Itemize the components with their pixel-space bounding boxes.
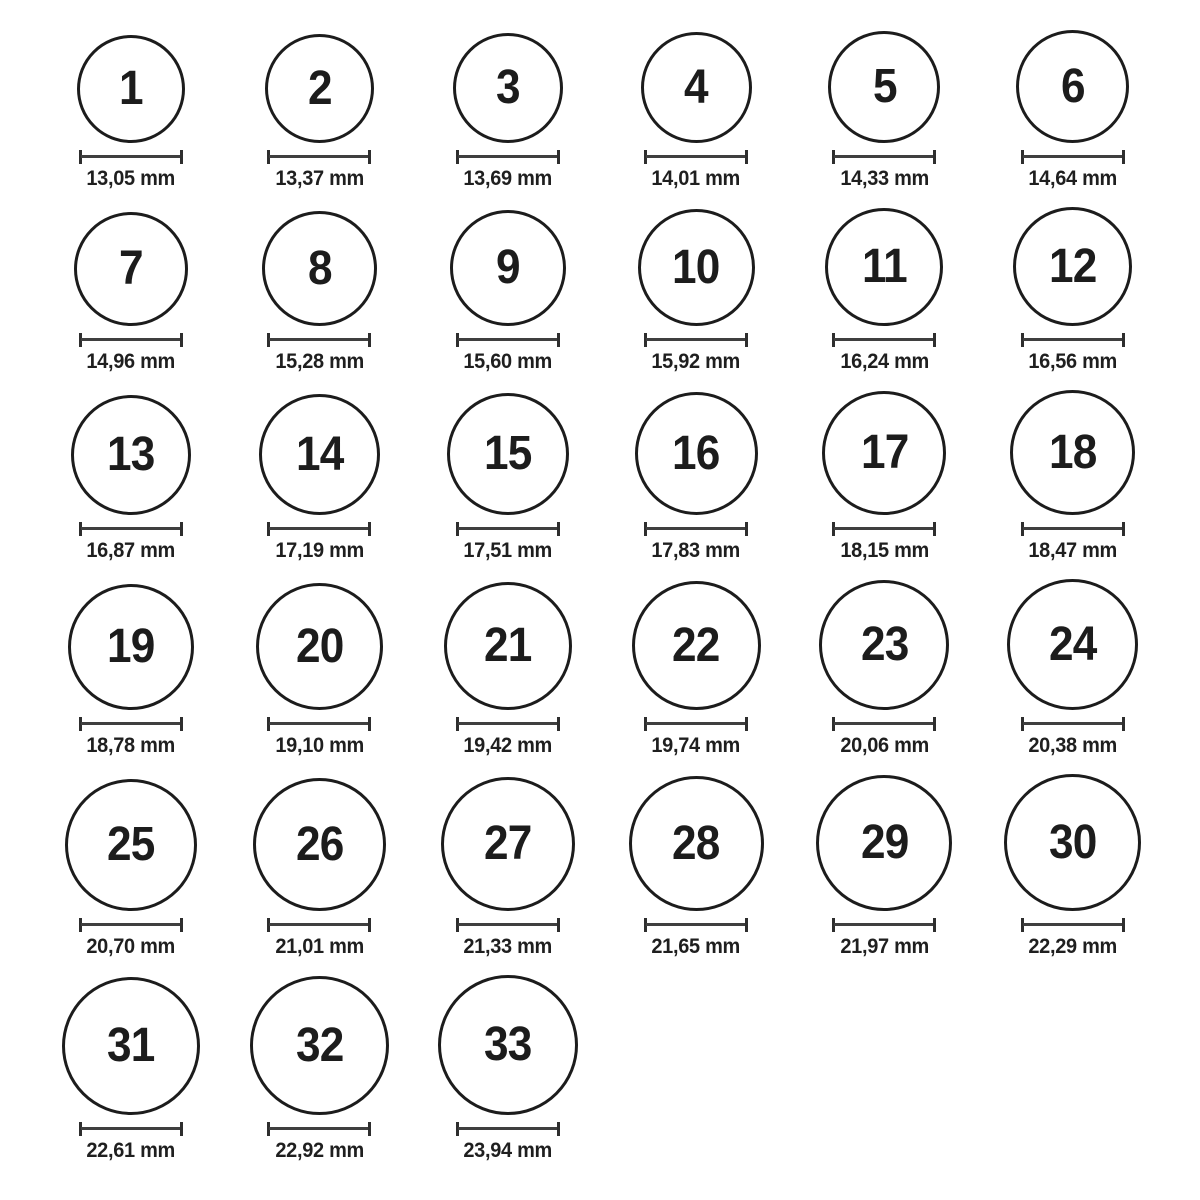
ruler-tick-right-icon [745,333,748,347]
ring-size-cell [74,212,188,374]
size-number: 11 [862,240,907,293]
diameter-label: 14,33 mm [840,167,929,190]
ruler-line [646,923,746,926]
ruler-tick-right-icon [1122,150,1125,164]
diameter-ruler [79,522,183,536]
diameter-ruler [456,150,560,164]
diameter-label: 16,87 mm [86,539,176,562]
ring-circle [253,778,386,911]
ring-circle [1007,579,1138,710]
ring-circle [71,395,191,515]
size-number: 8 [307,241,332,295]
diameter-ruler [644,150,748,164]
diameter-ruler [79,333,183,347]
ring-circle [74,212,188,326]
ring-circle [825,208,943,326]
ring-circle [65,779,197,911]
ring-circle [250,976,389,1115]
ring-circle [1013,207,1132,326]
ruler-line [81,1127,181,1130]
diameter-ruler [456,717,560,731]
ring-circle [438,975,578,1115]
ring-circle [77,35,185,143]
ruler-line [81,722,181,725]
size-number: 30 [1049,815,1097,869]
size-number: 31 [107,1019,155,1072]
diameter-ruler [79,150,183,164]
ruler-line [269,527,369,530]
diameter-ruler [832,522,936,536]
diameter-label: 20,06 mm [840,734,929,757]
ruler-line [834,923,934,926]
diameter-ruler [1021,522,1125,536]
diameter-ruler [267,1122,371,1136]
ring-circle [441,777,575,911]
ring-size-cell [77,35,185,191]
ruler-tick-right-icon [745,150,748,164]
diameter-label: 15,28 mm [275,350,364,373]
ring-size-cell [250,976,389,1163]
ruler-line [1023,527,1123,530]
ruler-line [269,923,369,926]
ring-size-cell [632,581,761,758]
diameter-ruler [1021,717,1125,731]
ring-circle [262,211,377,326]
diameter-ruler [1021,918,1125,932]
diameter-ruler [832,333,936,347]
ruler-tick-right-icon [745,918,748,932]
ring-size-cell [1013,207,1132,374]
size-number: 29 [860,816,909,869]
ruler-line [646,722,746,725]
ruler-tick-right-icon [1122,918,1125,932]
diameter-label: 14,96 mm [86,350,176,373]
ruler-tick-right-icon [745,717,748,731]
diameter-label: 14,64 mm [1028,167,1118,190]
ring-size-cell [438,975,578,1163]
ruler-line [834,155,934,158]
size-number: 27 [484,817,532,870]
size-number: 6 [1060,59,1085,113]
ruler-line [81,923,181,926]
ring-size-cell [641,32,752,191]
diameter-label: 18,47 mm [1028,539,1118,562]
ruler-line [81,155,181,158]
diameter-ruler [832,150,936,164]
ruler-tick-right-icon [933,717,936,731]
ring-circle [453,33,563,143]
ruler-line [834,338,934,341]
ruler-line [1023,155,1123,158]
ring-circle [1010,390,1135,515]
ring-size-cell [638,209,755,374]
ruler-tick-right-icon [557,717,560,731]
diameter-label: 21,01 mm [275,935,364,958]
diameter-label: 17,19 mm [275,539,364,562]
ruler-tick-right-icon [180,717,183,731]
size-number: 26 [295,817,344,871]
size-number: 24 [1049,617,1097,671]
diameter-ruler [456,522,560,536]
diameter-ruler [644,717,748,731]
diameter-ruler [267,522,371,536]
diameter-label: 13,05 mm [86,167,176,190]
size-number: 19 [107,620,155,673]
ring-size-cell [253,778,386,959]
ruler-tick-right-icon [1122,333,1125,347]
ring-circle [635,392,758,515]
ring-size-cell [828,31,940,191]
diameter-label: 15,92 mm [651,350,741,373]
ruler-tick-right-icon [180,150,183,164]
ruler-tick-right-icon [557,522,560,536]
ring-circle [259,394,380,515]
size-number: 25 [107,818,155,871]
ruler-line [646,527,746,530]
ring-circle [1016,30,1129,143]
size-number: 13 [107,428,155,481]
diameter-label: 19,74 mm [651,734,741,757]
ring-size-cell [453,33,563,191]
size-number: 7 [119,242,143,295]
diameter-ruler [832,717,936,731]
ruler-line [834,527,934,530]
ring-circle [68,584,194,710]
ring-size-cell [1010,390,1135,563]
ruler-tick-right-icon [180,522,183,536]
ruler-tick-right-icon [933,333,936,347]
ring-size-cell [68,584,194,758]
size-number: 16 [672,426,720,480]
diameter-ruler [644,333,748,347]
size-number: 2 [307,61,332,115]
diameter-label: 15,60 mm [463,350,553,373]
ring-circle [638,209,755,326]
diameter-label: 18,15 mm [840,539,929,562]
size-number: 5 [872,60,897,113]
size-number: 33 [484,1018,532,1071]
ring-size-cell [629,776,764,959]
size-number: 20 [295,619,344,673]
size-number: 32 [295,1018,344,1072]
ruler-tick-right-icon [180,918,183,932]
ring-size-cell [444,582,572,758]
ring-size-cell [1007,579,1138,758]
ruler-tick-right-icon [368,150,371,164]
diameter-label: 17,51 mm [463,539,553,562]
ruler-tick-right-icon [180,333,183,347]
size-number: 15 [484,427,532,480]
diameter-ruler [267,333,371,347]
ruler-tick-right-icon [368,333,371,347]
ring-circle [447,393,569,515]
diameter-ruler [832,918,936,932]
ruler-line [1023,722,1123,725]
diameter-label: 16,56 mm [1028,350,1118,373]
ring-circle [828,31,940,143]
ring-size-cell [62,977,200,1163]
diameter-ruler [79,1122,183,1136]
ruler-line [81,338,181,341]
ruler-line [1023,923,1123,926]
ruler-line [458,923,558,926]
size-number: 18 [1049,425,1097,479]
diameter-label: 21,97 mm [840,935,929,958]
diameter-label: 14,01 mm [651,167,741,190]
ring-size-cell [259,394,380,563]
diameter-label: 17,83 mm [651,539,741,562]
ruler-line [458,338,558,341]
diameter-ruler [1021,150,1125,164]
diameter-ruler [79,918,183,932]
ring-size-cell [822,391,946,563]
ruler-tick-right-icon [368,717,371,731]
ruler-tick-right-icon [933,522,936,536]
size-number: 4 [684,60,708,114]
ruler-line [458,722,558,725]
ring-circle [62,977,200,1115]
diameter-label: 23,94 mm [463,1139,553,1162]
ruler-line [458,155,558,158]
diameter-label: 18,78 mm [86,734,176,757]
diameter-label: 20,70 mm [86,935,176,958]
ruler-line [458,527,558,530]
ruler-tick-right-icon [933,918,936,932]
ring-size-cell [265,34,374,191]
ring-size-cell [262,211,377,374]
ruler-line [458,1127,558,1130]
ruler-line [1023,338,1123,341]
diameter-label: 22,61 mm [86,1139,176,1162]
size-number: 17 [860,426,909,479]
ring-size-cell [71,395,191,563]
ring-circle [819,580,949,710]
ruler-line [269,1127,369,1130]
size-number: 28 [672,816,720,870]
diameter-label: 21,65 mm [651,935,741,958]
size-number: 12 [1049,239,1097,293]
ruler-tick-right-icon [557,150,560,164]
ruler-tick-right-icon [368,522,371,536]
diameter-label: 22,29 mm [1028,935,1118,958]
ruler-tick-right-icon [368,1122,371,1136]
ring-circle [1004,774,1141,911]
diameter-ruler [267,918,371,932]
ring-size-cell [1016,30,1129,191]
diameter-ruler [456,333,560,347]
ruler-line [269,338,369,341]
size-number: 23 [860,618,909,671]
ring-size-cell [447,393,569,563]
ruler-tick-right-icon [557,1122,560,1136]
ruler-line [81,527,181,530]
diameter-label: 19,10 mm [275,734,364,757]
ruler-tick-right-icon [557,918,560,932]
ring-size-cell [441,777,575,959]
ring-size-cell [1004,774,1141,959]
size-number: 3 [495,61,520,114]
size-number: 14 [295,427,344,481]
ruler-line [834,722,934,725]
ruler-tick-right-icon [1122,522,1125,536]
diameter-label: 19,42 mm [463,734,553,757]
ring-size-cell [825,208,943,374]
ruler-line [269,722,369,725]
ring-circle [256,583,383,710]
ring-circle [450,210,566,326]
size-number: 1 [119,62,143,115]
diameter-label: 22,92 mm [275,1139,364,1162]
ring-size-cell [65,779,197,959]
ring-size-cell [635,392,758,563]
diameter-label: 16,24 mm [840,350,929,373]
ruler-line [269,155,369,158]
diameter-ruler [456,1122,560,1136]
diameter-label: 20,38 mm [1028,734,1118,757]
size-number: 10 [672,240,720,294]
ring-size-cell [450,210,566,374]
ruler-tick-right-icon [933,150,936,164]
ring-circle [629,776,764,911]
diameter-ruler [1021,333,1125,347]
size-number: 21 [484,619,532,672]
ring-circle [816,775,952,911]
ring-circle [444,582,572,710]
ring-circle [641,32,752,143]
ring-circle [632,581,761,710]
ruler-tick-right-icon [180,1122,183,1136]
ruler-tick-right-icon [1122,717,1125,731]
ring-circle [265,34,374,143]
diameter-label: 13,37 mm [275,167,364,190]
ring-size-cell [819,580,949,758]
diameter-label: 13,69 mm [463,167,553,190]
diameter-ruler [267,150,371,164]
size-number: 22 [672,618,720,672]
diameter-label: 21,33 mm [463,935,553,958]
diameter-ruler [644,918,748,932]
diameter-ruler [644,522,748,536]
diameter-ruler [456,918,560,932]
size-number: 9 [495,241,520,294]
ring-size-cell [816,775,952,959]
ring-circle [822,391,946,515]
ruler-line [646,338,746,341]
ring-size-cell [256,583,383,758]
ruler-tick-right-icon [368,918,371,932]
ruler-line [646,155,746,158]
ruler-tick-right-icon [745,522,748,536]
diameter-ruler [79,717,183,731]
ruler-tick-right-icon [557,333,560,347]
diameter-ruler [267,717,371,731]
